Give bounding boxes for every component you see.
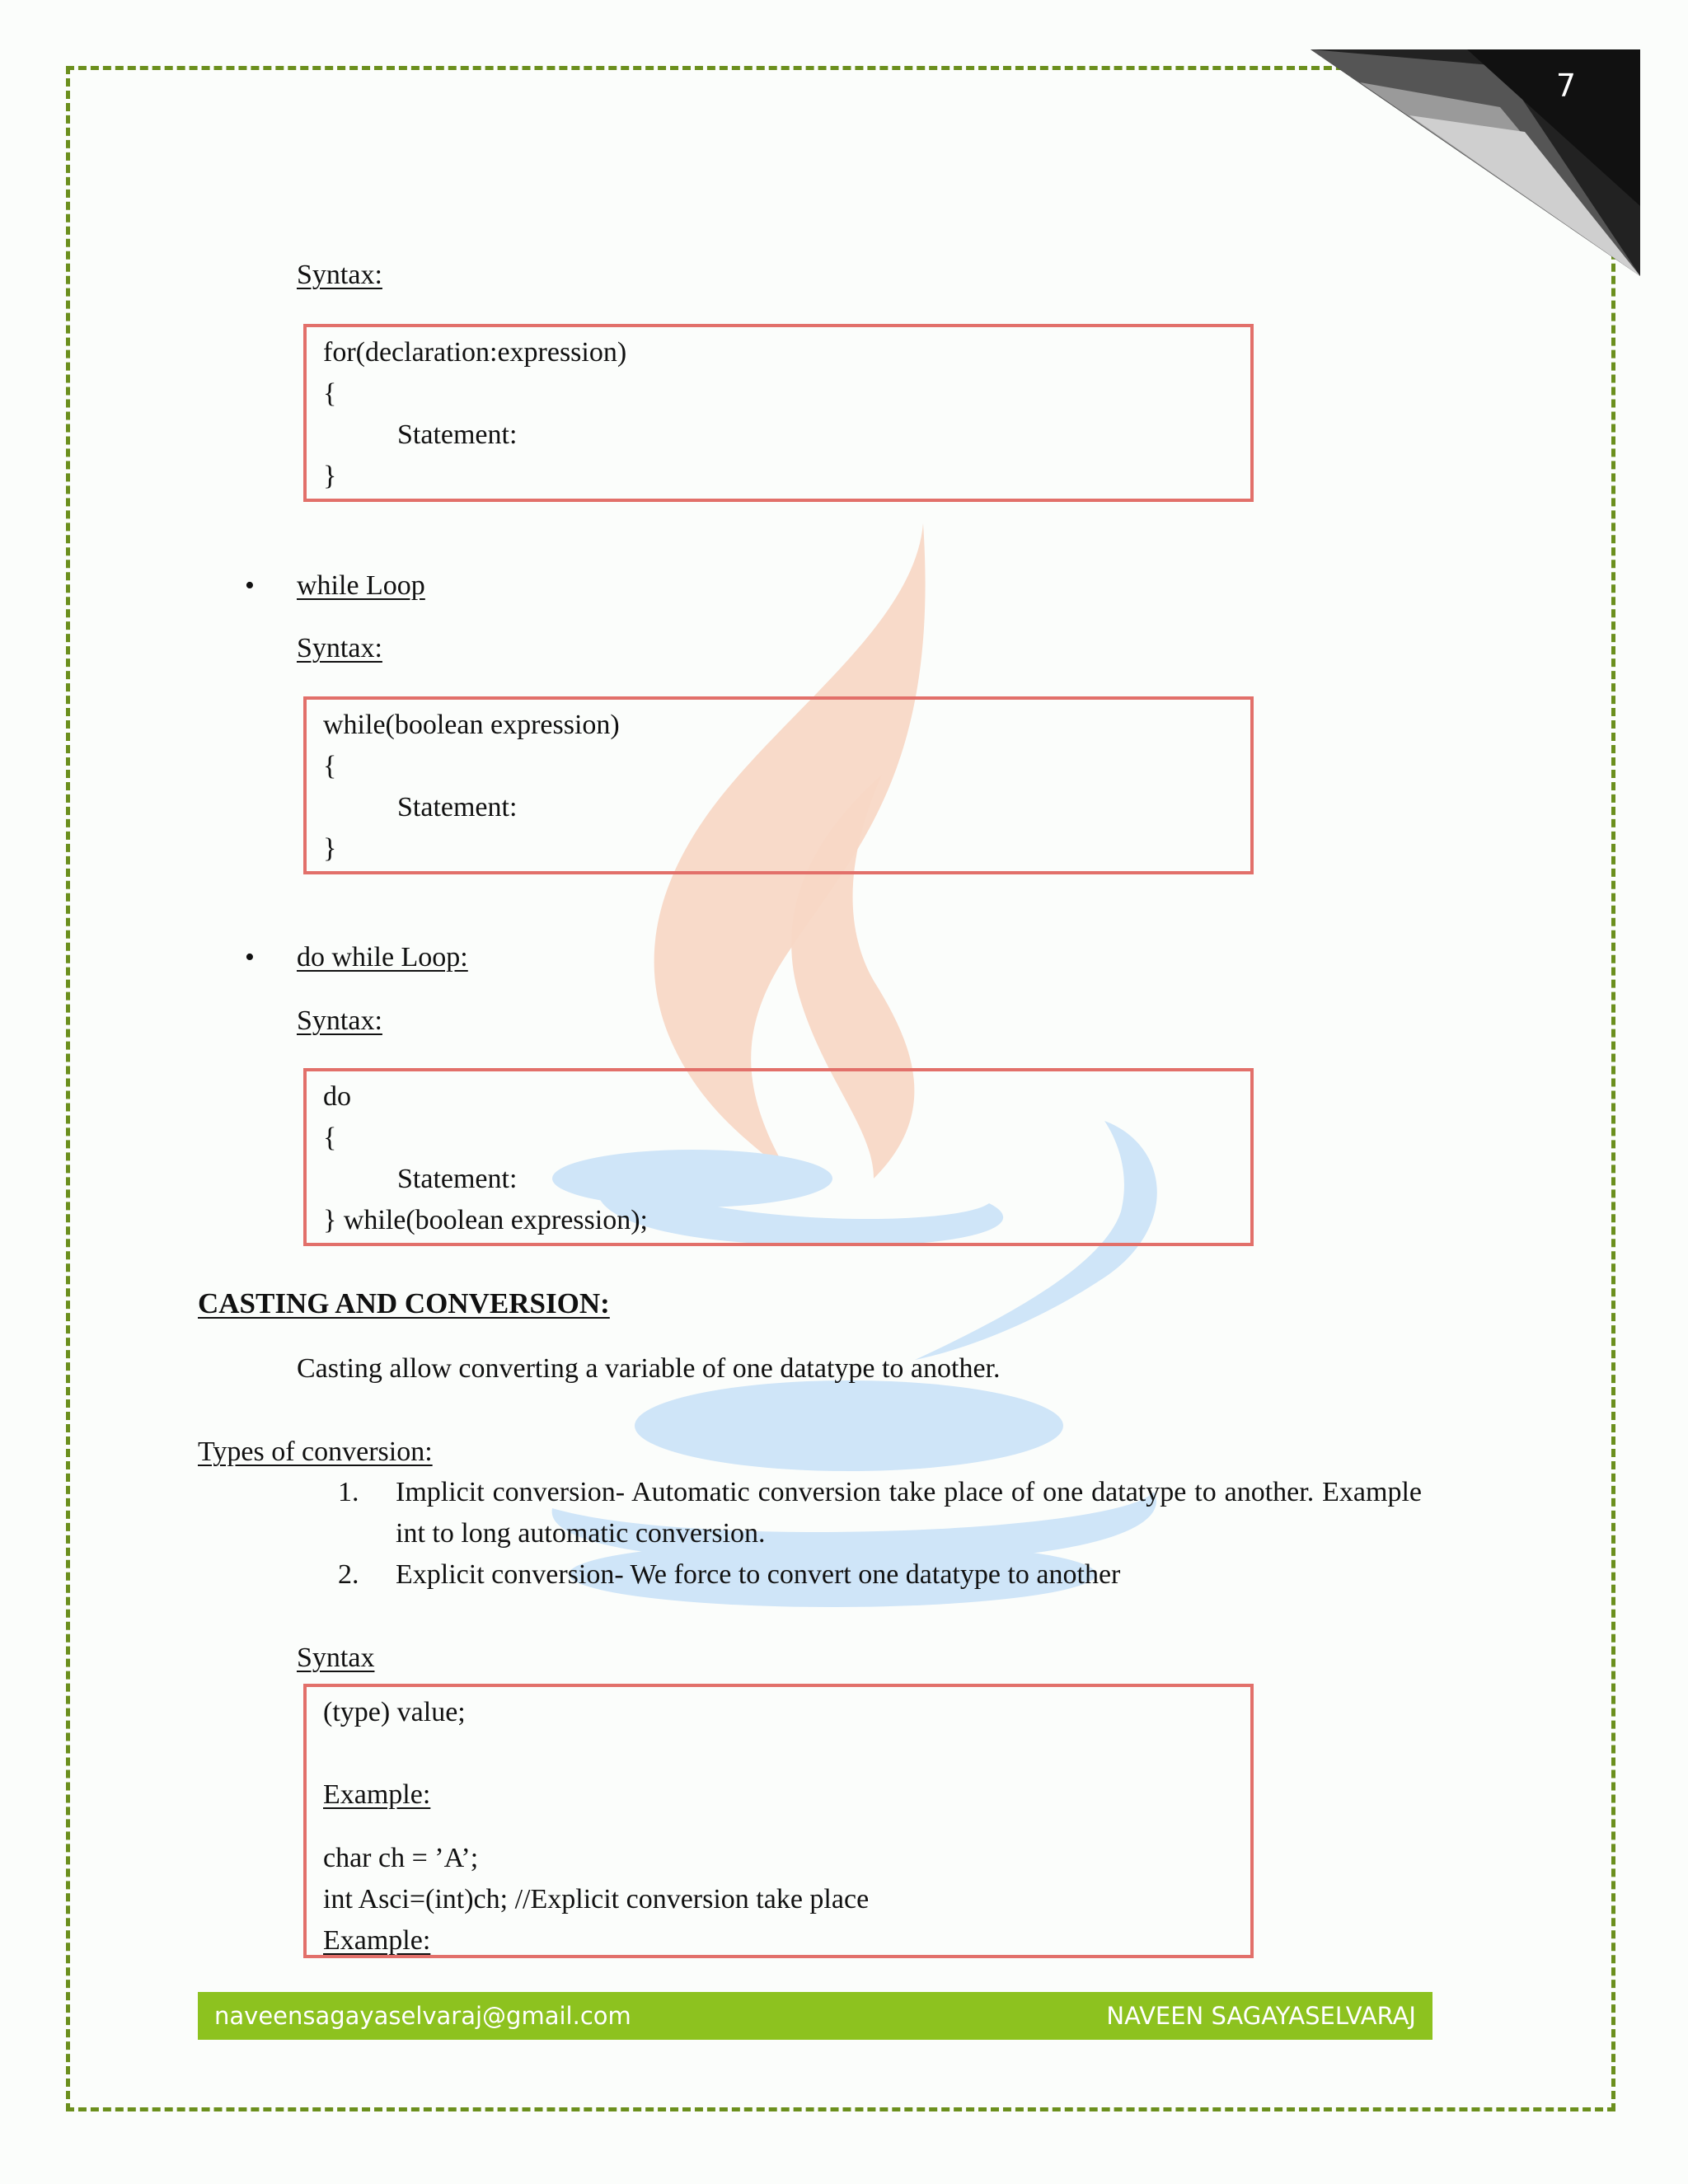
code-line: while(boolean expression) (323, 710, 620, 740)
do-while-syntax-label: Syntax: (297, 1005, 382, 1036)
code-line: Statement: (397, 1164, 518, 1194)
page-number: 7 (1555, 68, 1577, 104)
list-item (338, 1472, 1422, 1554)
while-syntax-label: Syntax: (297, 633, 382, 663)
casting-intro: Casting allow converting a variable of one datatype to another. (297, 1353, 1001, 1384)
page-footer (198, 1992, 1432, 2040)
code-line: Statement: (397, 419, 518, 450)
for-code-box (303, 324, 1254, 502)
list-text: Implicit conversion- Automatic conversion take place of one datatype to another. Example int to long automatic conversion. (396, 1477, 1422, 1549)
footer-email: naveensagayaselvaraj@gmail.com (214, 2002, 631, 2030)
code-line: do (323, 1081, 351, 1112)
casting-code-box (303, 1684, 1254, 1958)
code-line: for(declaration:expression) (323, 337, 627, 368)
types-label: Types of conversion: (198, 1436, 433, 1467)
code-line: } while(boolean expression); (323, 1205, 648, 1235)
code-line: char ch = ’A’; (323, 1843, 479, 1873)
code-line: { (323, 1122, 337, 1153)
do-while-code-box (303, 1068, 1254, 1246)
example-label: Example: (323, 1779, 431, 1810)
example-label: Example: (323, 1925, 431, 1956)
footer-author: NAVEEN SAGAYASELVARAJ (1106, 2002, 1416, 2030)
section-heading: CASTING AND CONVERSION: (198, 1287, 610, 1319)
list-item (338, 1554, 1422, 1596)
for-syntax-label: Syntax: (297, 260, 382, 290)
list-text: Explicit conversion- We force to convert one datatype to another (396, 1559, 1121, 1590)
bullet: • (245, 570, 255, 601)
conversion-types-list (338, 1472, 1422, 1596)
code-line: (type) value; (323, 1697, 466, 1727)
list-number: 1. (338, 1477, 359, 1507)
code-line: int Asci=(int)ch; //Explicit conversion take place (323, 1884, 870, 1915)
code-line: { (323, 751, 337, 781)
list-number: 2. (338, 1559, 359, 1590)
bullet: • (245, 942, 255, 972)
casting-syntax-label: Syntax (297, 1643, 375, 1673)
code-line: } (323, 461, 337, 491)
code-line: { (323, 378, 337, 409)
code-line: } (323, 833, 337, 864)
code-line: Statement: (397, 792, 518, 823)
corner-decoration (1311, 49, 1640, 276)
while-loop-title: while Loop (297, 570, 425, 601)
while-code-box (303, 696, 1254, 874)
do-while-loop-title: do while Loop: (297, 942, 468, 972)
